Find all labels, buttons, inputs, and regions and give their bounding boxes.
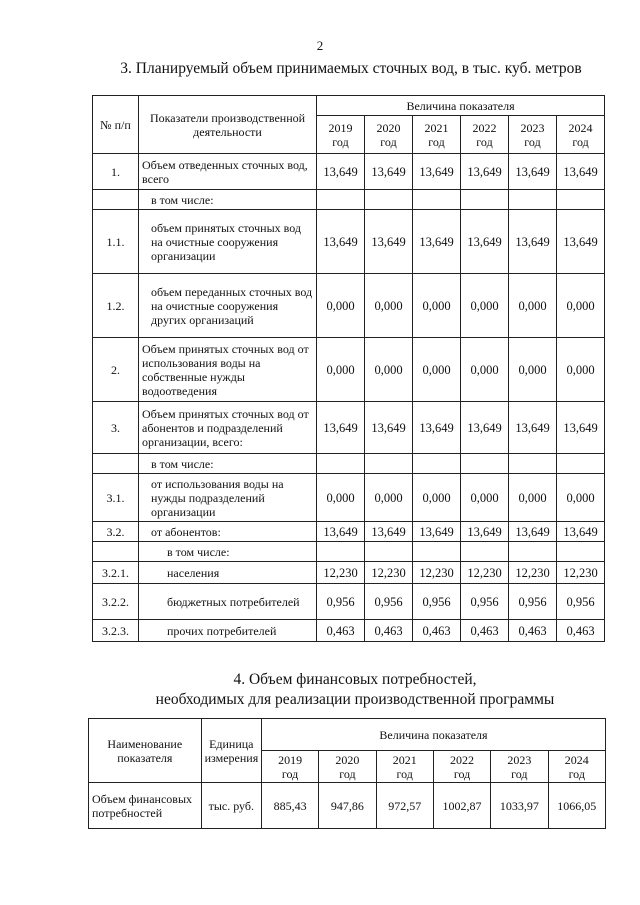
row-value: 13,649 (461, 154, 509, 190)
year-label: 2019 (278, 752, 303, 767)
row-value: 0,000 (509, 274, 557, 338)
table-row (93, 620, 605, 642)
section4-title-line2: необходимых для реализации производственной программы (155, 691, 555, 708)
year-header (376, 751, 433, 783)
row-number: 3.1. (93, 474, 139, 522)
row-value: 0,463 (317, 620, 365, 642)
row-number (93, 454, 139, 474)
year-label: 2021 (424, 120, 449, 135)
row-value: 13,649 (557, 522, 605, 542)
row-label: Объем финансовых потребностей (89, 783, 202, 829)
year-unit: год (511, 766, 528, 781)
year-header (413, 116, 461, 154)
year-header (548, 751, 605, 783)
section4-title (120, 670, 590, 710)
year-label: 2022 (472, 120, 497, 135)
row-value: 13,649 (413, 154, 461, 190)
row-value: 0,000 (365, 474, 413, 522)
row-label: населения (139, 562, 317, 584)
year-unit: год (339, 766, 356, 781)
row-label: в том числе: (139, 542, 317, 562)
row-value: 885,43 (261, 783, 318, 829)
row-value: 0,000 (317, 474, 365, 522)
table-row (93, 402, 605, 454)
row-number: 3.2.1. (93, 562, 139, 584)
row-number: 1.2. (93, 274, 139, 338)
row-value (413, 190, 461, 210)
row-value: 13,649 (413, 522, 461, 542)
year-header (433, 751, 490, 783)
row-value: 13,649 (509, 210, 557, 274)
row-value: 12,230 (461, 562, 509, 584)
year-label: 2019 (328, 120, 353, 135)
row-value: 0,956 (509, 584, 557, 620)
row-number: 1. (93, 154, 139, 190)
row-value: 947,86 (319, 783, 376, 829)
section4-title-line1: 4. Объем финансовых потребностей, (233, 671, 477, 688)
header-unit: Единица измерения (201, 719, 261, 783)
row-value: 1066,05 (548, 783, 605, 829)
year-header (461, 116, 509, 154)
row-value: 13,649 (413, 402, 461, 454)
financial-needs-table (88, 718, 606, 829)
year-header (261, 751, 318, 783)
row-unit: тыс. руб. (201, 783, 261, 829)
wastewater-volume-table (92, 95, 605, 642)
header-value: Величина показателя (317, 96, 605, 116)
year-header (491, 751, 548, 783)
row-value: 1002,87 (433, 783, 490, 829)
row-label: объем принятых сточных вод на очистные сооружения организации (139, 210, 317, 274)
row-value: 0,000 (413, 274, 461, 338)
table-row (93, 210, 605, 274)
header-value: Величина показателя (261, 719, 605, 751)
row-value (413, 542, 461, 562)
row-value: 13,649 (317, 402, 365, 454)
year-unit: год (332, 134, 349, 149)
year-unit: год (568, 766, 585, 781)
row-value: 13,649 (365, 210, 413, 274)
table-row (93, 522, 605, 542)
row-value: 13,649 (317, 522, 365, 542)
row-number: 3.2.2. (93, 584, 139, 620)
row-value: 1033,97 (491, 783, 548, 829)
row-value: 0,956 (365, 584, 413, 620)
row-value: 0,000 (413, 474, 461, 522)
year-unit: год (380, 134, 397, 149)
row-value: 12,230 (365, 562, 413, 584)
row-value (317, 454, 365, 474)
row-value (509, 454, 557, 474)
row-value (317, 542, 365, 562)
year-unit: год (476, 134, 493, 149)
row-value: 12,230 (509, 562, 557, 584)
table-row (93, 562, 605, 584)
row-value: 0,463 (365, 620, 413, 642)
row-value: 0,000 (557, 474, 605, 522)
row-value (509, 190, 557, 210)
row-label: от использования воды на нужды подразделений организации (139, 474, 317, 522)
row-label: Объем принятых сточных вод от использования воды на собственные нужды водоотведения (139, 338, 317, 402)
year-header (557, 116, 605, 154)
row-value: 0,000 (509, 474, 557, 522)
row-value: 13,649 (509, 522, 557, 542)
row-value: 0,463 (461, 620, 509, 642)
table-row (93, 190, 605, 210)
row-value (461, 454, 509, 474)
table-row (93, 338, 605, 402)
year-unit: год (453, 766, 471, 781)
row-value: 13,649 (317, 154, 365, 190)
row-value: 13,649 (365, 522, 413, 542)
row-value: 13,649 (365, 402, 413, 454)
row-value (461, 542, 509, 562)
row-number: 3. (93, 402, 139, 454)
year-label: 2020 (376, 120, 401, 135)
row-value (317, 190, 365, 210)
row-value: 13,649 (509, 154, 557, 190)
year-unit: год (428, 134, 445, 149)
row-number: 3.2.3. (93, 620, 139, 642)
row-value (413, 454, 461, 474)
row-value: 13,649 (413, 210, 461, 274)
year-label: 2022 (450, 752, 475, 767)
header-name: Наименование показателя (89, 719, 202, 783)
year-header (317, 116, 365, 154)
year-header (319, 751, 376, 783)
row-value: 13,649 (461, 522, 509, 542)
row-value: 0,463 (557, 620, 605, 642)
row-label: от абонентов: (139, 522, 317, 542)
header-num: № п/п (93, 96, 139, 154)
row-value (557, 190, 605, 210)
row-value: 13,649 (365, 154, 413, 190)
row-value: 0,000 (317, 274, 365, 338)
row-value: 0,000 (461, 338, 509, 402)
table-row (93, 454, 605, 474)
row-label: в том числе: (139, 454, 317, 474)
year-header (365, 116, 413, 154)
row-value (509, 542, 557, 562)
year-unit: год (524, 134, 541, 149)
row-label: прочих потребителей (139, 620, 317, 642)
year-label: 2020 (335, 752, 360, 767)
row-value (461, 190, 509, 210)
row-value: 0,000 (317, 338, 365, 402)
row-value: 0,000 (461, 474, 509, 522)
row-value: 0,000 (509, 338, 557, 402)
section3-title: 3. Планируемый объем принимаемых сточных вод, в тыс. куб. метров (120, 60, 582, 77)
table-row (93, 584, 605, 620)
row-value (365, 190, 413, 210)
row-value: 13,649 (557, 210, 605, 274)
row-value: 13,649 (557, 402, 605, 454)
row-label: Объем отведенных сточных вод, всего (139, 154, 317, 190)
row-value: 0,956 (413, 584, 461, 620)
row-value: 12,230 (557, 562, 605, 584)
row-value: 13,649 (461, 210, 509, 274)
year-label: 2024 (568, 120, 593, 135)
row-value (557, 454, 605, 474)
year-unit: год (572, 134, 589, 149)
row-value: 0,463 (413, 620, 461, 642)
row-value: 0,000 (461, 274, 509, 338)
row-value: 12,230 (317, 562, 365, 584)
header-indicator: Показатели производственной деятельности (139, 96, 317, 154)
row-value (365, 454, 413, 474)
year-label: 2024 (564, 752, 589, 767)
row-value: 13,649 (461, 402, 509, 454)
table-row (93, 542, 605, 562)
row-value: 0,956 (557, 584, 605, 620)
year-label: 2021 (392, 752, 417, 767)
row-value: 0,000 (557, 274, 605, 338)
row-number (93, 190, 139, 210)
table-row (93, 474, 605, 522)
row-value: 13,649 (509, 402, 557, 454)
row-value: 0,000 (413, 338, 461, 402)
year-unit: год (396, 766, 413, 781)
year-header (509, 116, 557, 154)
row-value: 0,463 (509, 620, 557, 642)
row-value: 0,000 (557, 338, 605, 402)
row-number: 2. (93, 338, 139, 402)
table-row (93, 154, 605, 190)
row-value: 13,649 (317, 210, 365, 274)
row-value: 972,57 (376, 783, 433, 829)
row-value (557, 542, 605, 562)
row-value: 0,000 (365, 338, 413, 402)
row-value: 0,956 (317, 584, 365, 620)
row-value: 0,000 (365, 274, 413, 338)
table-row (93, 274, 605, 338)
row-label: Объем принятых сточных вод от абонентов и подразделений организации, всего: (139, 402, 317, 454)
row-number (93, 542, 139, 562)
row-value: 13,649 (557, 154, 605, 190)
row-number: 3.2. (93, 522, 139, 542)
row-value: 12,230 (413, 562, 461, 584)
row-value (365, 542, 413, 562)
row-number: 1.1. (93, 210, 139, 274)
row-label: бюджетных потребителей (139, 584, 317, 620)
row-label: объем переданных сточных вод на очистные сооружения других организаций (139, 274, 317, 338)
year-label: 2023 (507, 752, 532, 767)
page-number: 2 (316, 38, 324, 53)
year-unit: год (281, 766, 299, 781)
row-label: в том числе: (139, 190, 317, 210)
year-label: 2023 (520, 120, 545, 135)
row-value: 0,956 (461, 584, 509, 620)
